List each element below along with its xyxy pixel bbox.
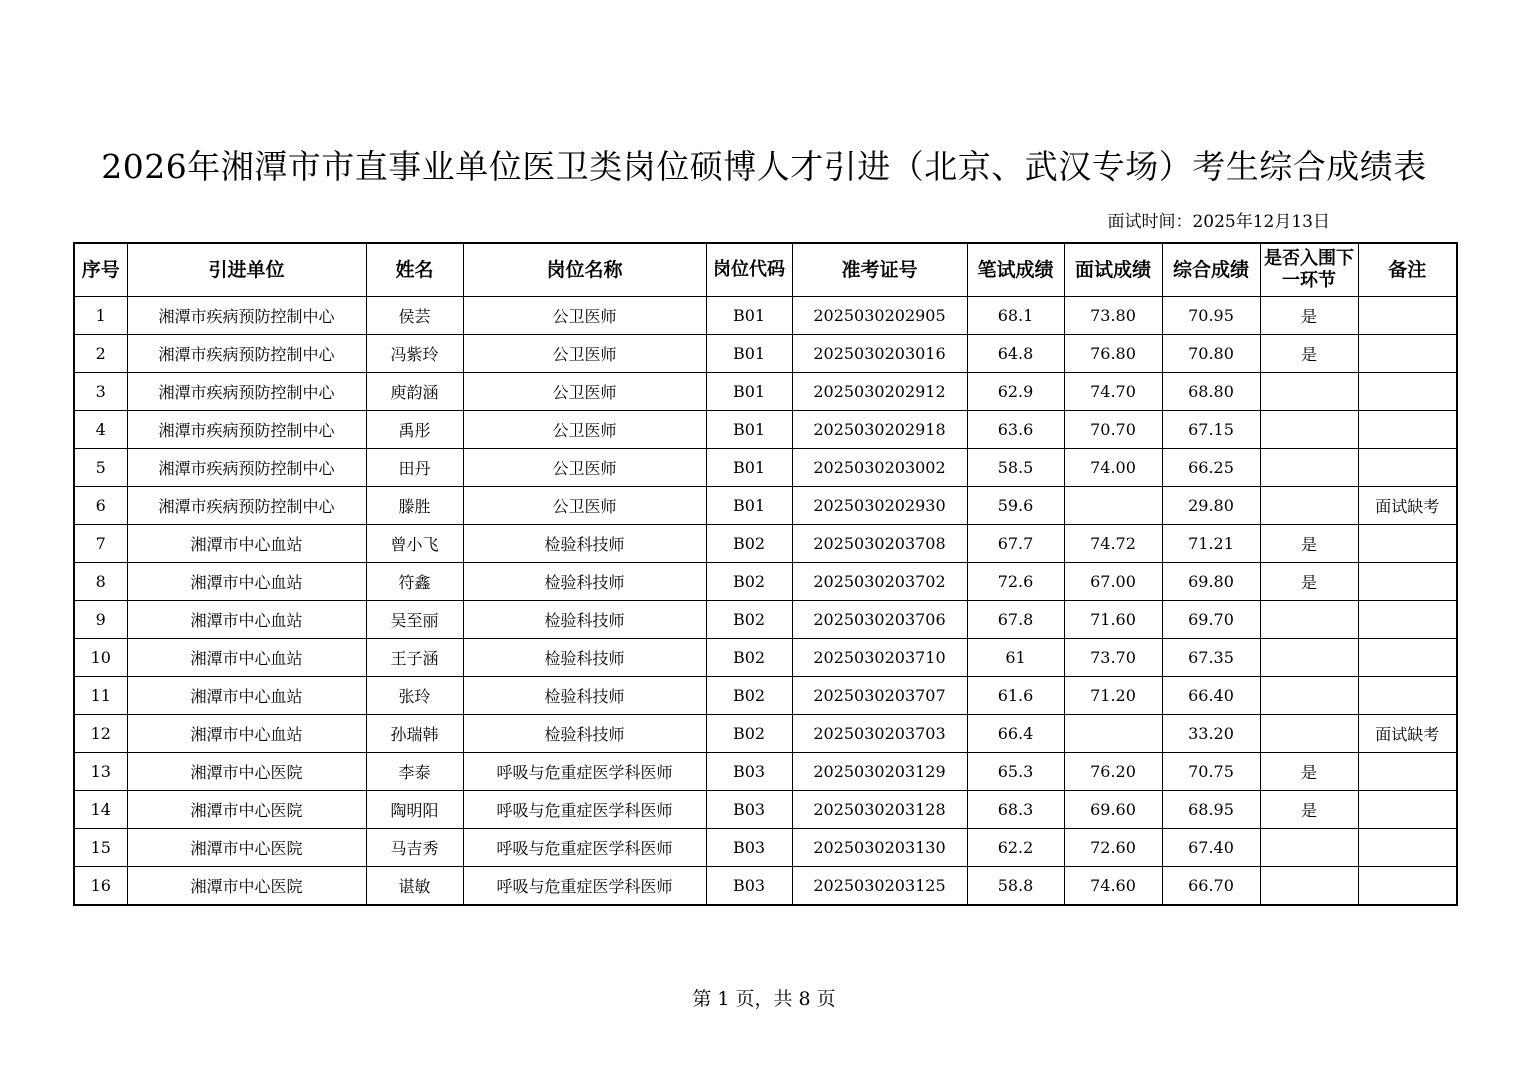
cell-next: 是 — [1260, 753, 1358, 791]
cell-exam-no: 2025030202930 — [792, 487, 967, 525]
table-row — [74, 297, 1457, 335]
cell-total: 66.70 — [1162, 867, 1260, 906]
cell-name: 庾韵涵 — [366, 373, 463, 411]
cell-unit: 湘潭市疾病预防控制中心 — [127, 449, 366, 487]
table-row — [74, 373, 1457, 411]
cell-interview — [1064, 715, 1162, 753]
cell-written: 61 — [967, 639, 1064, 677]
cell-total: 68.80 — [1162, 373, 1260, 411]
cell-exam-no: 2025030203129 — [792, 753, 967, 791]
cell-position: 呼吸与危重症医学科医师 — [463, 867, 706, 906]
cell-written: 72.6 — [967, 563, 1064, 601]
cell-name: 滕胜 — [366, 487, 463, 525]
table-row — [74, 753, 1457, 791]
cell-total: 33.20 — [1162, 715, 1260, 753]
cell-next — [1260, 867, 1358, 906]
table-row — [74, 639, 1457, 677]
cell-unit: 湘潭市中心血站 — [127, 715, 366, 753]
cell-remark — [1358, 829, 1457, 867]
header-name: 姓名 — [366, 243, 463, 297]
cell-interview: 73.70 — [1064, 639, 1162, 677]
cell-code: B02 — [706, 601, 792, 639]
cell-code: B01 — [706, 373, 792, 411]
cell-seq: 16 — [74, 867, 127, 906]
cell-next — [1260, 677, 1358, 715]
table-row — [74, 829, 1457, 867]
cell-position: 公卫医师 — [463, 411, 706, 449]
cell-next: 是 — [1260, 563, 1358, 601]
cell-remark — [1358, 677, 1457, 715]
cell-seq: 15 — [74, 829, 127, 867]
cell-total: 70.75 — [1162, 753, 1260, 791]
cell-total: 67.15 — [1162, 411, 1260, 449]
cell-total: 66.25 — [1162, 449, 1260, 487]
cell-total: 29.80 — [1162, 487, 1260, 525]
cell-written: 62.2 — [967, 829, 1064, 867]
cell-next — [1260, 715, 1358, 753]
cell-written: 67.7 — [967, 525, 1064, 563]
cell-remark — [1358, 297, 1457, 335]
cell-seq: 9 — [74, 601, 127, 639]
table-row — [74, 487, 1457, 525]
table-row — [74, 791, 1457, 829]
cell-written: 67.8 — [967, 601, 1064, 639]
cell-exam-no: 2025030203125 — [792, 867, 967, 906]
cell-exam-no: 2025030202912 — [792, 373, 967, 411]
cell-remark — [1358, 563, 1457, 601]
cell-unit: 湘潭市疾病预防控制中心 — [127, 373, 366, 411]
cell-position: 检验科技师 — [463, 563, 706, 601]
cell-seq: 7 — [74, 525, 127, 563]
cell-unit: 湘潭市中心血站 — [127, 639, 366, 677]
header-code: 岗位代码 — [706, 243, 792, 297]
cell-code: B03 — [706, 829, 792, 867]
cell-exam-no: 2025030203016 — [792, 335, 967, 373]
table-row — [74, 335, 1457, 373]
cell-code: B03 — [706, 791, 792, 829]
cell-remark: 面试缺考 — [1358, 715, 1457, 753]
cell-name: 王子涵 — [366, 639, 463, 677]
cell-written: 62.9 — [967, 373, 1064, 411]
cell-next — [1260, 601, 1358, 639]
cell-interview: 71.60 — [1064, 601, 1162, 639]
cell-position: 呼吸与危重症医学科医师 — [463, 791, 706, 829]
cell-code: B03 — [706, 867, 792, 906]
cell-next: 是 — [1260, 335, 1358, 373]
cell-code: B01 — [706, 411, 792, 449]
header-exam-no: 准考证号 — [792, 243, 967, 297]
cell-seq: 4 — [74, 411, 127, 449]
cell-total: 68.95 — [1162, 791, 1260, 829]
cell-written: 58.5 — [967, 449, 1064, 487]
cell-interview: 71.20 — [1064, 677, 1162, 715]
cell-exam-no: 2025030202918 — [792, 411, 967, 449]
cell-position: 检验科技师 — [463, 715, 706, 753]
cell-interview: 73.80 — [1064, 297, 1162, 335]
cell-seq: 3 — [74, 373, 127, 411]
cell-name: 李泰 — [366, 753, 463, 791]
cell-exam-no: 2025030203703 — [792, 715, 967, 753]
cell-remark — [1358, 411, 1457, 449]
page-number: 第 1 页，共 8 页 — [692, 988, 836, 1010]
cell-exam-no: 2025030203130 — [792, 829, 967, 867]
cell-total: 67.35 — [1162, 639, 1260, 677]
cell-unit: 湘潭市疾病预防控制中心 — [127, 335, 366, 373]
cell-next — [1260, 373, 1358, 411]
cell-total: 69.80 — [1162, 563, 1260, 601]
cell-seq: 10 — [74, 639, 127, 677]
cell-position: 公卫医师 — [463, 297, 706, 335]
header-seq: 序号 — [74, 243, 127, 297]
cell-exam-no: 2025030202905 — [792, 297, 967, 335]
table-row — [74, 715, 1457, 753]
cell-name: 冯紫玲 — [366, 335, 463, 373]
cell-code: B02 — [706, 525, 792, 563]
header-remark: 备注 — [1358, 243, 1457, 297]
cell-next — [1260, 639, 1358, 677]
header-written: 笔试成绩 — [967, 243, 1064, 297]
header-position: 岗位名称 — [463, 243, 706, 297]
cell-name: 孙瑞韩 — [366, 715, 463, 753]
cell-total: 70.80 — [1162, 335, 1260, 373]
cell-code: B02 — [706, 563, 792, 601]
cell-remark — [1358, 335, 1457, 373]
cell-seq: 2 — [74, 335, 127, 373]
cell-written: 66.4 — [967, 715, 1064, 753]
cell-remark — [1358, 525, 1457, 563]
cell-unit: 湘潭市中心血站 — [127, 525, 366, 563]
cell-remark — [1358, 639, 1457, 677]
cell-interview: 76.20 — [1064, 753, 1162, 791]
score-table — [73, 242, 1458, 906]
interview-time: 面试时间：2025年12月13日 — [1107, 212, 1330, 232]
cell-total: 67.40 — [1162, 829, 1260, 867]
cell-next — [1260, 487, 1358, 525]
header-interview: 面试成绩 — [1064, 243, 1162, 297]
cell-remark — [1358, 867, 1457, 906]
cell-unit: 湘潭市中心医院 — [127, 791, 366, 829]
header-total: 综合成绩 — [1162, 243, 1260, 297]
cell-exam-no: 2025030203128 — [792, 791, 967, 829]
cell-interview: 69.60 — [1064, 791, 1162, 829]
cell-interview: 76.80 — [1064, 335, 1162, 373]
cell-position: 呼吸与危重症医学科医师 — [463, 829, 706, 867]
cell-interview — [1064, 487, 1162, 525]
cell-name: 陶明阳 — [366, 791, 463, 829]
cell-position: 检验科技师 — [463, 525, 706, 563]
cell-position: 检验科技师 — [463, 639, 706, 677]
cell-position: 检验科技师 — [463, 677, 706, 715]
cell-code: B02 — [706, 639, 792, 677]
cell-code: B01 — [706, 335, 792, 373]
cell-code: B02 — [706, 715, 792, 753]
table-row — [74, 563, 1457, 601]
header-unit: 引进单位 — [127, 243, 366, 297]
table-row — [74, 449, 1457, 487]
table-row — [74, 677, 1457, 715]
cell-next — [1260, 411, 1358, 449]
table-row — [74, 867, 1457, 906]
cell-exam-no: 2025030203002 — [792, 449, 967, 487]
cell-total: 70.95 — [1162, 297, 1260, 335]
table-body — [74, 297, 1457, 906]
cell-next: 是 — [1260, 297, 1358, 335]
cell-next — [1260, 829, 1358, 867]
cell-exam-no: 2025030203702 — [792, 563, 967, 601]
cell-seq: 13 — [74, 753, 127, 791]
cell-interview: 74.60 — [1064, 867, 1162, 906]
cell-interview: 72.60 — [1064, 829, 1162, 867]
cell-unit: 湘潭市中心血站 — [127, 563, 366, 601]
cell-remark — [1358, 449, 1457, 487]
cell-unit: 湘潭市疾病预防控制中心 — [127, 297, 366, 335]
cell-interview: 67.00 — [1064, 563, 1162, 601]
cell-exam-no: 2025030203707 — [792, 677, 967, 715]
cell-name: 符鑫 — [366, 563, 463, 601]
cell-name: 田丹 — [366, 449, 463, 487]
cell-total: 69.70 — [1162, 601, 1260, 639]
table-header — [74, 243, 1457, 297]
cell-unit: 湘潭市中心血站 — [127, 601, 366, 639]
cell-name: 禹彤 — [366, 411, 463, 449]
cell-interview: 74.70 — [1064, 373, 1162, 411]
cell-code: B01 — [706, 297, 792, 335]
cell-written: 68.1 — [967, 297, 1064, 335]
cell-seq: 1 — [74, 297, 127, 335]
table-row — [74, 411, 1457, 449]
cell-remark: 面试缺考 — [1358, 487, 1457, 525]
document-title: 2026年湘潭市市直事业单位医卫类岗位硕博人才引进（北京、武汉专场）考生综合成绩表 — [101, 147, 1427, 186]
cell-next — [1260, 449, 1358, 487]
header-next: 是否入围下一环节 — [1260, 243, 1358, 297]
cell-unit: 湘潭市中心医院 — [127, 753, 366, 791]
cell-position: 公卫医师 — [463, 487, 706, 525]
cell-unit: 湘潭市中心医院 — [127, 867, 366, 906]
cell-written: 64.8 — [967, 335, 1064, 373]
cell-position: 公卫医师 — [463, 373, 706, 411]
cell-exam-no: 2025030203706 — [792, 601, 967, 639]
cell-unit: 湘潭市疾病预防控制中心 — [127, 411, 366, 449]
cell-unit: 湘潭市中心医院 — [127, 829, 366, 867]
cell-code: B03 — [706, 753, 792, 791]
cell-written: 61.6 — [967, 677, 1064, 715]
cell-code: B01 — [706, 449, 792, 487]
table-row — [74, 525, 1457, 563]
cell-name: 马吉秀 — [366, 829, 463, 867]
cell-seq: 5 — [74, 449, 127, 487]
cell-name: 谌敏 — [366, 867, 463, 906]
cell-unit: 湘潭市疾病预防控制中心 — [127, 487, 366, 525]
cell-seq: 12 — [74, 715, 127, 753]
cell-written: 59.6 — [967, 487, 1064, 525]
cell-next: 是 — [1260, 791, 1358, 829]
header-row — [74, 243, 1457, 297]
cell-remark — [1358, 601, 1457, 639]
cell-written: 65.3 — [967, 753, 1064, 791]
cell-interview: 70.70 — [1064, 411, 1162, 449]
cell-code: B01 — [706, 487, 792, 525]
cell-position: 检验科技师 — [463, 601, 706, 639]
cell-name: 侯芸 — [366, 297, 463, 335]
cell-interview: 74.00 — [1064, 449, 1162, 487]
cell-written: 63.6 — [967, 411, 1064, 449]
cell-name: 吴至丽 — [366, 601, 463, 639]
cell-code: B02 — [706, 677, 792, 715]
cell-total: 66.40 — [1162, 677, 1260, 715]
cell-name: 张玲 — [366, 677, 463, 715]
cell-total: 71.21 — [1162, 525, 1260, 563]
cell-seq: 6 — [74, 487, 127, 525]
cell-remark — [1358, 373, 1457, 411]
cell-seq: 11 — [74, 677, 127, 715]
cell-interview: 74.72 — [1064, 525, 1162, 563]
cell-position: 公卫医师 — [463, 449, 706, 487]
cell-written: 58.8 — [967, 867, 1064, 906]
cell-next: 是 — [1260, 525, 1358, 563]
cell-exam-no: 2025030203710 — [792, 639, 967, 677]
cell-position: 呼吸与危重症医学科医师 — [463, 753, 706, 791]
table-row — [74, 601, 1457, 639]
cell-name: 曾小飞 — [366, 525, 463, 563]
cell-seq: 8 — [74, 563, 127, 601]
cell-position: 公卫医师 — [463, 335, 706, 373]
cell-seq: 14 — [74, 791, 127, 829]
cell-written: 68.3 — [967, 791, 1064, 829]
cell-remark — [1358, 753, 1457, 791]
cell-unit: 湘潭市中心血站 — [127, 677, 366, 715]
cell-exam-no: 2025030203708 — [792, 525, 967, 563]
cell-remark — [1358, 791, 1457, 829]
